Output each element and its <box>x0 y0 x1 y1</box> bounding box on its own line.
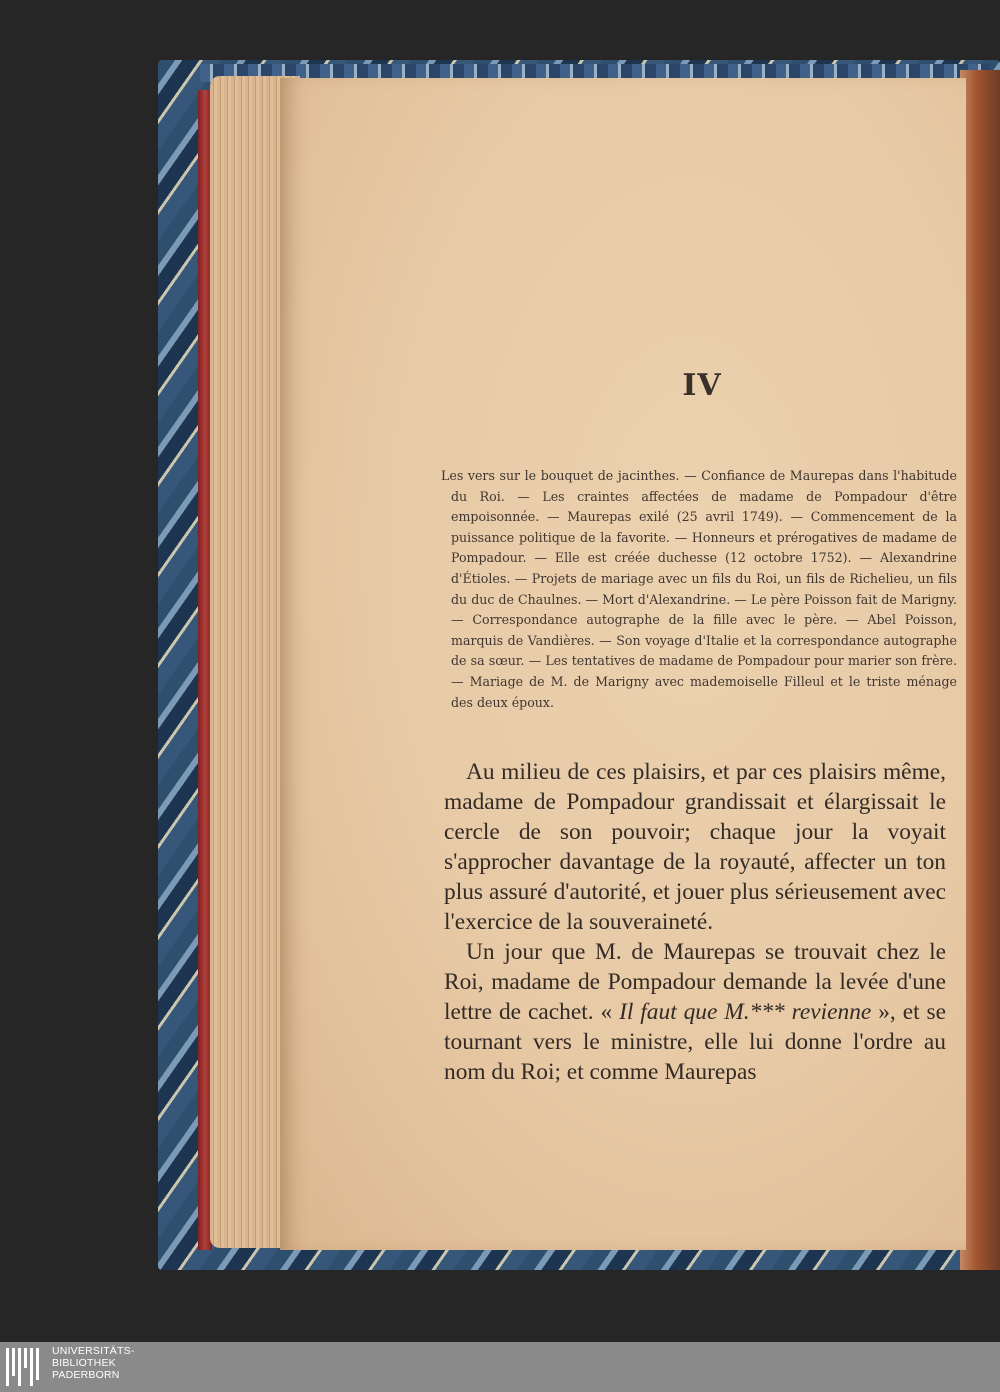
library-name-line-3: PADERBORN <box>52 1369 120 1381</box>
library-name-line-2: BIBLIOTHEK <box>52 1357 116 1369</box>
paragraph-2-quote: Il faut que M.*** revienne <box>619 999 872 1025</box>
library-logo-icon <box>6 1348 44 1386</box>
chapter-number: IV <box>682 368 722 403</box>
library-name-line-1: UNIVERSITÄTS- <box>52 1345 135 1357</box>
body-paragraph-2 <box>444 937 946 1087</box>
body-paragraph-1: Au milieu de ces plaisirs, et par ces plaisirs même, madame de Pompadour grandissait et élargissait le cercle de son pouvoir; chaque jour la voyait s'approcher davantage de la royauté, affecter un ton plus assuré d'autorité, et jouer plus sérieusement avec l'exercice de la souveraineté. <box>444 759 946 935</box>
body-text <box>444 757 946 1087</box>
library-footer-bar <box>0 1342 1000 1392</box>
paragraph-2-start: Un jour que M. de Maurepas se trouvait chez le Roi, madame de Pompadour demande la levée d'une lettre de cachet. « <box>444 939 946 1025</box>
library-name <box>52 1345 135 1381</box>
paragraph-2-end: », et se tournant vers le ministre, elle lui donne l'ordre au nom du Roi; et comme Maurepas <box>444 999 946 1085</box>
chapter-summary: Les vers sur le bouquet de jacinthes. — Confiance de Maurepas dans l'habitude du Roi. — Les craintes affectées de madame de Pompadour d'être empoisonnée. — Maurepas exilé (25 avril 1749). — Commencement de la puissance politique de la favorite. — Honneurs et prérogatives de madame de Pompadour. — Elle est créée duchesse (12 octobre 1752). — Alexandrine d'Étioles. — Projets de mariage avec un fils du Roi, un fils de Richelieu, un fils du duc de Chaulnes. — Mort d'Alexandrine. — Le père Poisson fait de Marigny. — Correspondance autographe de la fille avec le père. — Abel Poisson, marquis de Vandières. — Son voyage d'Italie et la correspondance autographe de sa sœur. — Les tentatives de madame de Pompadour pour marier son frère. — Mariage de M. de Marigny avec mademoiselle Filleul et le triste ménage des deux époux. <box>441 468 957 710</box>
cover-right-edge <box>960 70 1000 1270</box>
